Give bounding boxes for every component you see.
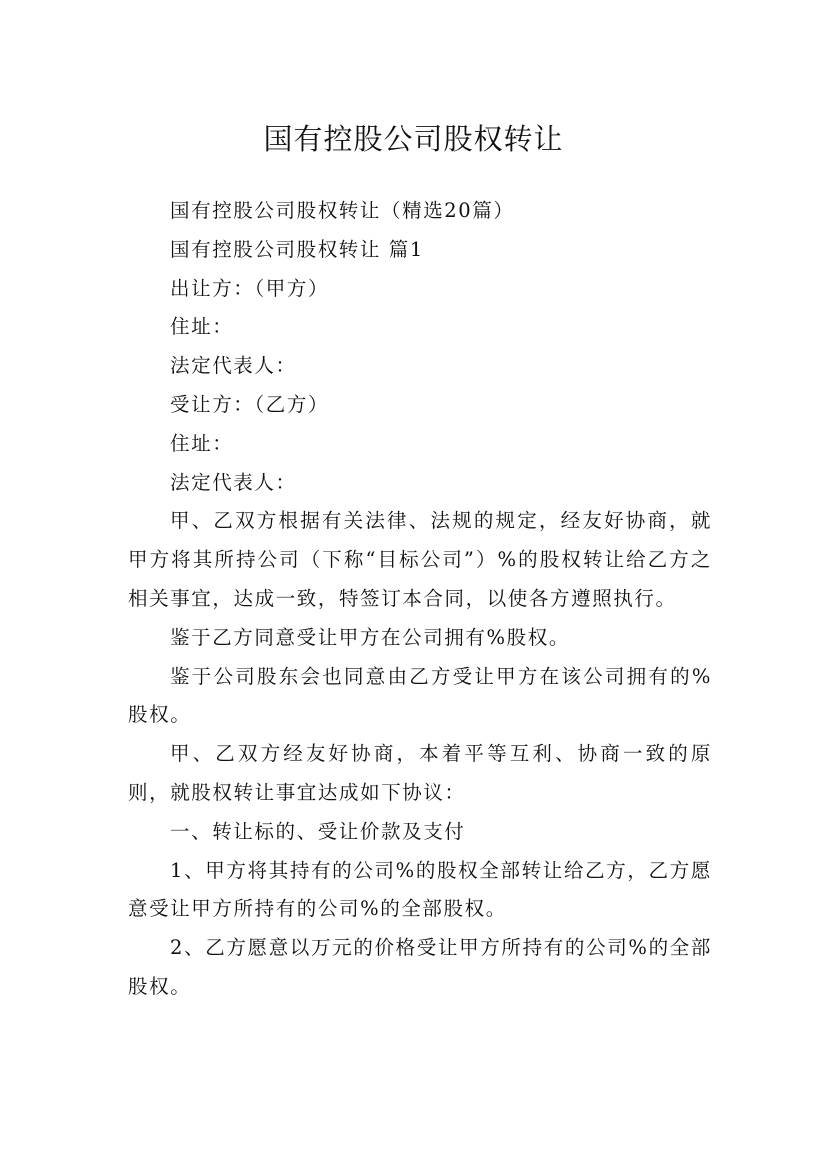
clause-heading-1: 一、转让标的、受让价款及支付 [170,819,466,843]
transferee-address-line: 住址： [170,431,234,455]
agreement-intro-paragraph: 甲、乙双方经友好协商，本着平等互利、协商一致的原则，就股权转让事宜达成如下协议： [128,742,712,804]
transferor-address-line: 住址： [170,315,234,339]
clause-1-2: 2、乙方愿意以万元的价格受让甲方所持有的公司%的全部股权。 [128,936,712,998]
whereas-paragraph-1: 鉴于乙方同意受让甲方在公司拥有%股权。 [170,625,570,649]
document-title: 国有控股公司股权转让 [263,122,564,157]
transferee-line: 受让方：（乙方） [170,392,330,416]
section-heading: 国有控股公司股权转让 篇1 [170,237,424,261]
subtitle-paragraph: 国有控股公司股权转让（精选20篇） [170,199,515,222]
transferee-representative-line: 法定代表人： [170,470,297,494]
transferor-line: 出让方：（甲方） [170,276,330,300]
transferor-representative-line: 法定代表人： [170,354,297,378]
clause-1-1: 1、甲方将其持有的公司%的股权全部转让给乙方，乙方愿意受让甲方所持有的公司%的全部股权。 [128,858,712,921]
preamble-paragraph: 甲、乙双方根据有关法律、法规的规定，经友好协商，就甲方将其所持公司（下称“目标公司”）%的股权转让给乙方之相关事宜，达成一致，特签订本合同，以使各方遵照执行。 [128,509,712,610]
whereas-paragraph-2: 鉴于公司股东会也同意由乙方受让甲方在该公司拥有的%股权。 [128,664,712,727]
document-body [128,192,712,1007]
